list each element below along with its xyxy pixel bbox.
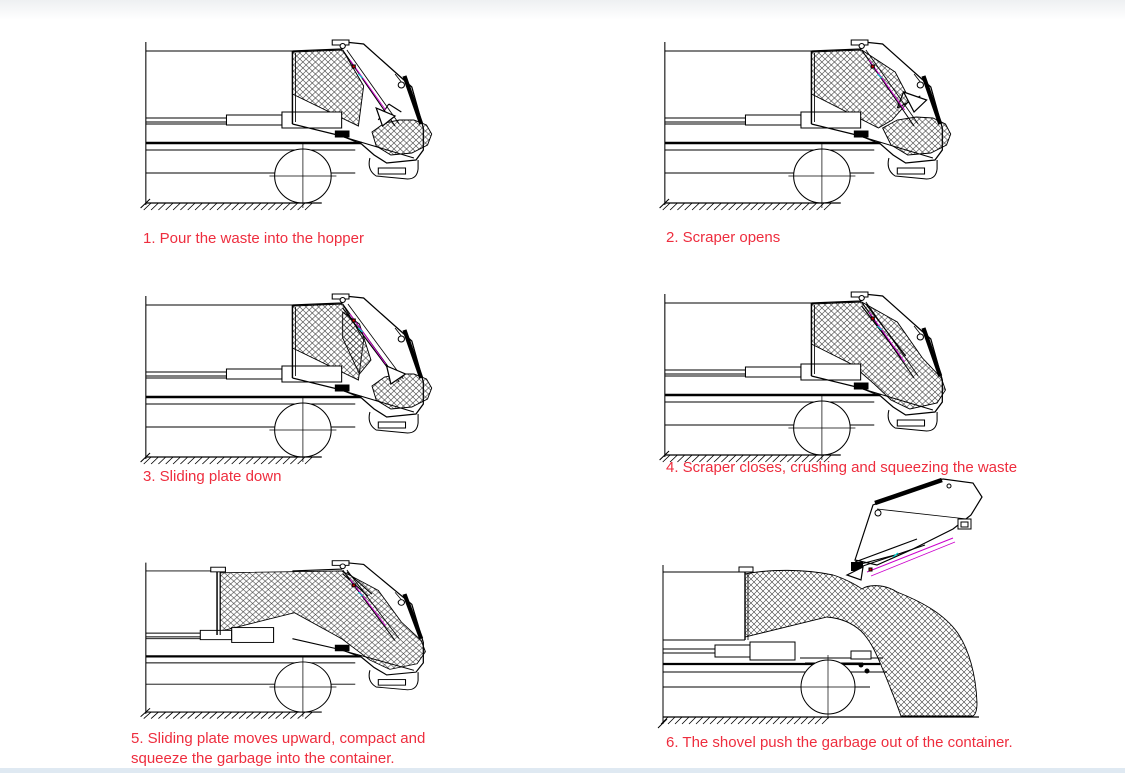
rear-bumper [369,412,418,433]
wheel-icon [269,657,336,716]
ejector-cylinder [665,364,861,380]
wheel-icon [269,398,336,462]
waste-hatch [292,50,431,155]
waste-hatch [220,571,425,669]
ejector-cylinder [665,112,861,128]
waste-hatch [292,304,431,409]
caption-step-5: 5. Sliding plate moves upward, compact and squeeze the garbage into the container. [131,730,426,767]
rear-bumper [888,410,937,431]
truck-drawing-step-5 [127,531,483,726]
caption-step-1: 1. Pour the waste into the hopper [143,230,364,247]
caption-step-6: 6. The shovel push the garbage out of the container. [666,734,1013,751]
figure-step-1 [127,8,483,218]
truck-drawing-step-4 [646,260,1002,470]
figure-step-4 [646,260,1002,470]
truck-drawing-step-3 [127,262,483,472]
ejector-cylinder [146,366,342,382]
waste-hatch [811,302,945,409]
caption-step-2: 2. Scraper opens [666,229,781,246]
truck-drawing-step-6 [655,477,1015,732]
ground [661,717,979,724]
ground [144,457,322,464]
rear-bumper [369,158,418,179]
caption-step-4: 4. Scraper closes, crushing and squeezing the waste [666,459,1018,476]
rear-bumper [888,158,937,179]
wheel-icon [788,144,855,208]
wheel-icon [269,144,336,208]
figure-step-2 [646,8,1002,218]
figure-step-5 [127,531,483,726]
figure-step-3 [127,262,483,472]
truck-drawing-step-1 [127,8,483,218]
ejector-cylinder [663,642,795,660]
bottom-strip [0,768,1125,773]
ground [144,203,322,210]
ejector-cylinder [146,112,342,128]
truck-drawing-step-2 [646,8,1002,218]
ejector-cylinder [146,628,274,643]
caption-step-3: 3. Sliding plate down [143,468,282,485]
ground [144,712,322,719]
ground [663,203,841,210]
rear-bumper [369,670,418,690]
waste-hatch [811,50,950,155]
wheel-icon [788,396,855,460]
figure-step-6 [655,477,1015,732]
